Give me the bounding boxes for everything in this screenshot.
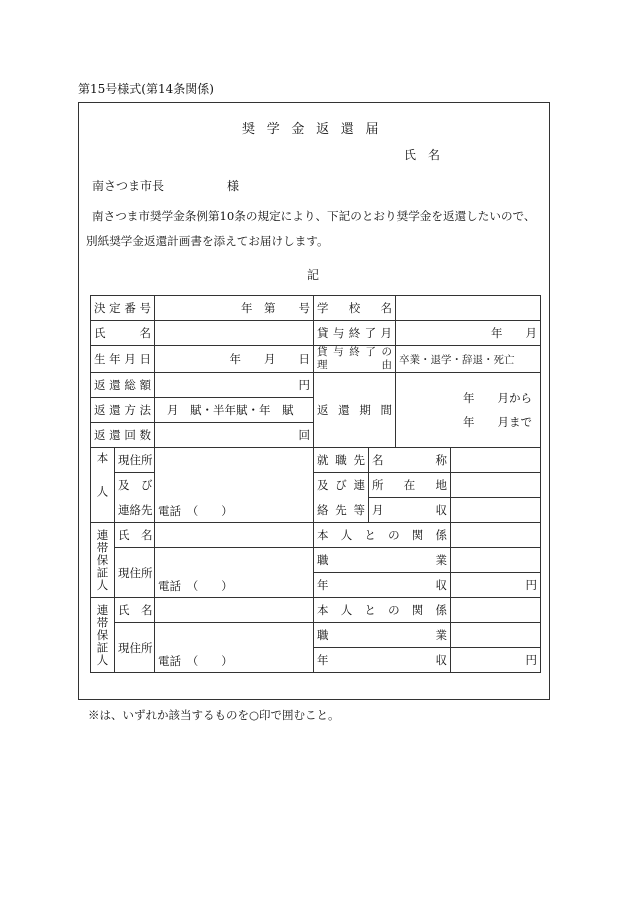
employer-label-2: 及び連 [314, 473, 369, 498]
guarantor2-relation-value [451, 598, 541, 623]
period-label: 返還期間 [314, 373, 396, 448]
guarantor2-occupation-value [451, 623, 541, 648]
honnin-address-value [155, 448, 314, 523]
table-row [91, 373, 541, 398]
guarantor2-occupation-label: 職 業 [314, 623, 451, 648]
employer-address-value [451, 473, 541, 498]
honnin-label: 本人 [91, 448, 115, 523]
count-label: 返還回数 [91, 423, 155, 448]
period-value [396, 373, 541, 448]
guarantor1-occupation-label: 職 業 [314, 548, 451, 573]
guarantor1-income-label: 年 収 [314, 573, 451, 598]
guarantor2-income-label: 年 収 [314, 648, 451, 673]
student-name-label: 氏 名 [91, 321, 155, 346]
guarantor2-relation-label: 本人との関係 [314, 598, 451, 623]
loan-end-reason-line1: 貸与終了の [317, 346, 392, 358]
table-row [91, 523, 541, 548]
guarantor2-name-value [155, 598, 314, 623]
guarantor2-phone: 電話 （ ） [158, 654, 233, 668]
address-label-2: 及 び [115, 473, 155, 498]
employer-income-label: 月 収 [369, 498, 451, 523]
employer-label-1: 就職先 [314, 448, 369, 473]
address-label-3: 連絡先 [115, 498, 155, 523]
guarantor1-phone: 電話 （ ） [158, 579, 233, 593]
method-label: 返還方法 [91, 398, 155, 423]
school-value [396, 296, 541, 321]
total-label: 返還総額 [91, 373, 155, 398]
honnin-phone: 電話 （ ） [158, 504, 233, 518]
period-from: 年 月から [463, 391, 532, 405]
method-options: 月 賦・半年賦・年 賦 [155, 398, 314, 423]
guarantor1-address-label: 現住所 [115, 548, 155, 598]
employer-name-value [451, 448, 541, 473]
body-line-1: 南さつま市奨学金条例第10条の規定により、下記のとおり奨学金を返還したいので、 [92, 209, 536, 223]
guarantor2-income-value: 円 [451, 648, 541, 673]
table-row [91, 598, 541, 623]
decision-number-value: 年 第 号 [155, 296, 314, 321]
loan-end-month-value: 年 月 [396, 321, 541, 346]
table-row [91, 448, 541, 473]
guarantor1-relation-label: 本人との関係 [314, 523, 451, 548]
loan-end-reason-line2: 理 由 [317, 359, 392, 371]
loan-end-reason-options: 卒業・退学・辞退・死亡 [396, 346, 541, 373]
school-label: 学 校 名 [314, 296, 396, 321]
guarantor1-name-value [155, 523, 314, 548]
table-row [91, 296, 541, 321]
addressee-sama: 様 [227, 179, 240, 193]
application-table [90, 295, 541, 673]
total-value: 円 [155, 373, 314, 398]
employer-name-label: 名 称 [369, 448, 451, 473]
table-row [91, 346, 541, 373]
guarantor1-name-label: 氏 名 [115, 523, 155, 548]
period-to: 年 月まで [463, 415, 532, 429]
table-row [91, 623, 541, 648]
employer-address-label: 所在地 [369, 473, 451, 498]
decision-number-label: 決定番号 [91, 296, 155, 321]
loan-end-month-label: 貸与終了月 [314, 321, 396, 346]
footnote: ※は、いずれか該当するものを○印で囲むこと。 [88, 708, 340, 722]
applicant-name-label: 氏 名 [404, 148, 441, 162]
address-label-1: 現住所 [115, 448, 155, 473]
loan-end-reason-label [314, 346, 396, 373]
birth-date-value: 年 月 日 [155, 346, 314, 373]
addressee-mayor: 南さつま市長 [92, 179, 165, 193]
guarantor1-occupation-value [451, 548, 541, 573]
birth-date-label: 生年月日 [91, 346, 155, 373]
guarantor1-income-value: 円 [451, 573, 541, 598]
ki-label: 記 [307, 268, 320, 282]
form-title: 奨学金返還届 [242, 122, 391, 137]
student-name-value [155, 321, 314, 346]
guarantor1-address-value [155, 548, 314, 598]
form-number: 第15号様式(第14条関係) [78, 82, 214, 96]
table-row [91, 548, 541, 573]
employer-income-value [451, 498, 541, 523]
guarantor2-name-label: 氏 名 [115, 598, 155, 623]
body-line-2: 別紙奨学金返還計画書を添えてお届けします。 [86, 234, 329, 248]
count-value: 回 [155, 423, 314, 448]
guarantor2-label: 連帯保証人 [91, 598, 115, 673]
guarantor2-address-value [155, 623, 314, 673]
guarantor1-label: 連帯保証人 [91, 523, 115, 598]
guarantor2-address-label: 現住所 [115, 623, 155, 673]
table-row [91, 321, 541, 346]
guarantor1-relation-value [451, 523, 541, 548]
employer-label-3: 絡先等 [314, 498, 369, 523]
